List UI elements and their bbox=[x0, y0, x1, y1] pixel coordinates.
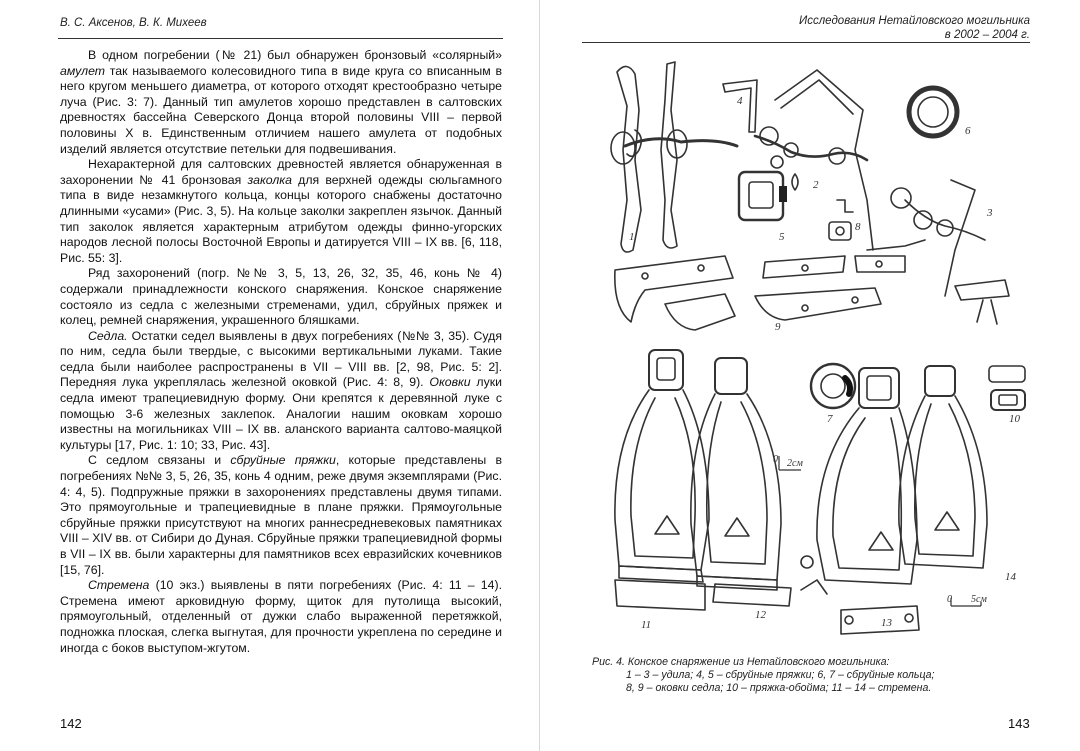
scale-label-0a: 0 bbox=[773, 454, 778, 465]
item-number-12: 12 bbox=[755, 609, 766, 621]
bit-drawing-1 bbox=[611, 62, 737, 252]
mount-drawing-8 bbox=[829, 200, 853, 240]
text-run: для верхней одежды сюльгамного типа в виде незамкнутого кольца, концы которого снабжены достаточно длинными «усами» (Рис. 3, 5). На кольце заколки закреплен язычок. Данный тип заколок является характерным атрибутом одежды финно-угорских народов лесной полосы Восточной Европы и датируется VIII – IX вв. [6, 118, Рис. 55: 3]. bbox=[60, 172, 502, 265]
left-page bbox=[0, 0, 539, 751]
page-number: 143 bbox=[1008, 716, 1030, 731]
scale-label-2cm: 2см bbox=[787, 458, 803, 469]
stirrup-drawing-11 bbox=[615, 350, 709, 582]
figure-caption bbox=[592, 656, 1032, 696]
saddle-fitting-drawing-9 bbox=[615, 256, 1009, 330]
item-number-3: 3 bbox=[987, 207, 993, 219]
item-number-14: 14 bbox=[1005, 571, 1016, 583]
figure-drawing bbox=[605, 50, 1037, 642]
stirrup-drawing-12 bbox=[691, 358, 781, 590]
header-rule bbox=[582, 42, 1030, 43]
text-run: В одном погребении (№ 21) был обнаружен бронзовый «солярный» bbox=[88, 48, 502, 62]
running-head-authors: В. С. Аксенов, В. К. Михеев bbox=[60, 17, 207, 29]
italic-term: Оковки bbox=[429, 375, 471, 390]
text-run: (10 экз.) выявлены в пяти погребениях (Рис. 4: 11 – 14). Стремена имеют арковидную форму, щиток для путолища высокий, прямоугольный, отделенный от дужки слабо выраженной перетяжкой, подножка плоская, слегка выгнутая, для прочности укреплена по середине и иногда с боков выступом-жгутом. bbox=[60, 578, 502, 655]
caption-line-2: 1 – 3 – удила; 4, 5 – сбруйные пряжки; 6, 7 – сбруйные кольца; bbox=[626, 669, 935, 682]
caption-line-3: 8, 9 – оковки седла; 10 – пряжка-обойма; 11 – 14 – стремена. bbox=[626, 682, 932, 695]
item-number-2: 2 bbox=[813, 179, 819, 191]
item-number-4: 4 bbox=[737, 95, 743, 107]
item-number-7: 7 bbox=[827, 413, 833, 425]
text-run: так называемого колесовидного типа в виде круга со вписанным в него кругом меньшего диаметра, от которого отходят крестообразно четыре луча (Рис. 3: 7). Данный тип амулетов хорошо представлен в салтовских древностях бассейна Северского Донца второй половины VIII – первой половины X в. Единственным отличием нашего амулета от подобных изделий является отсутствие петельки для подвешивания. bbox=[60, 63, 502, 156]
body-paragraph bbox=[60, 578, 502, 656]
item-number-10: 10 bbox=[1009, 413, 1020, 425]
ring-drawing-6 bbox=[909, 88, 957, 136]
italic-term: заколка bbox=[247, 172, 292, 187]
right-page bbox=[540, 0, 1080, 751]
body-paragraph bbox=[60, 157, 502, 266]
article-body bbox=[60, 48, 502, 656]
bit-drawing-3 bbox=[867, 180, 985, 296]
running-head-title-line1: Исследования Нетайловского могильника bbox=[798, 15, 1030, 27]
scale-label-0b: 0 bbox=[947, 594, 952, 605]
running-head-title bbox=[799, 14, 1030, 42]
italic-term: Стремена bbox=[88, 578, 150, 593]
body-paragraph bbox=[60, 329, 502, 454]
text-run: Нехарактерной для салтовских древностей является обнаруженная в захоронении № 41 бронзовая bbox=[60, 157, 502, 187]
buckle-drawing-10 bbox=[989, 366, 1025, 410]
item-number-5: 5 bbox=[779, 231, 785, 243]
italic-term: Седла. bbox=[88, 328, 128, 343]
text-run: Ряд захоронений (погр. №№ 3, 5, 13, 26, 32, 35, 46, конь № 4) содержали принадлежности конского снаряжения. Конское снаряжение состояло из седла с железными стременами, удил, сбруйных пряжек и колец, ремней снаряжения, украшенного бляшками. bbox=[60, 266, 502, 328]
item-number-13: 13 bbox=[881, 617, 892, 629]
text-run: луки седла имеют трапециевидную форму. Они крепятся к деревянной луке с помощью 3-6 железных заклепок. Аналогии нашим оковкам хорошо известны на могильниках VIII – IX вв. аланского варианта салтово-маяцкой культуры [17, Рис. 1: 10; 33, Рис. 43]. bbox=[60, 375, 502, 452]
item-number-8: 8 bbox=[855, 221, 861, 233]
item-number-9: 9 bbox=[775, 321, 781, 333]
italic-term: сбруйные пряжки bbox=[230, 453, 336, 468]
item-number-6: 6 bbox=[965, 125, 971, 137]
header-rule bbox=[58, 38, 503, 39]
figure-plate-horse-equipment bbox=[605, 50, 1037, 642]
italic-term: амулет bbox=[60, 63, 106, 78]
text-run: Остатки седел выявлены в двух погребениях (№№ 3, 35). Судя по ним, седла были твердые, с высокими вертикальными луками. Такие седла были наиболее распространены в VII – VIII вв. [2, 98, Рис. 5: 2]. Передняя лука укреплялась железной оковкой (Рис. 4: 8, 9). bbox=[60, 328, 502, 390]
scale-bars bbox=[779, 456, 981, 606]
body-paragraph bbox=[60, 266, 502, 328]
buckle-drawing-5 bbox=[739, 172, 783, 220]
item-number-11: 11 bbox=[641, 619, 652, 631]
caption-line-1: Рис. 4. Конское снаряжение из Нетайловского могильника: bbox=[592, 656, 890, 668]
text-run: , которые представлены в погребениях №№ 3, 5, 26, 35, конь 4 одним, реже двумя экземплярами (Рис. 4: 4, 5). Подпружные пряжки в захоронениях представлены двумя типами. Это прямоугольные и трапециевидные в плане пряжки. Прямоугольные сбруйные пряжки присутствуют на многих раннесредневековых памятниках VIII – XIV вв. от Сибири до Дуная. Сбруйные пряжки трапециевидной формы в VII – IX вв. были характерны для памятников всех евразийских кочевников [15, 76]. bbox=[60, 453, 502, 577]
item-number-1: 1 bbox=[629, 231, 635, 243]
text-run: С седлом связаны и bbox=[88, 453, 231, 468]
page-number: 142 bbox=[60, 716, 82, 731]
running-head-title-line2: в 2002 – 2004 г. bbox=[944, 29, 1030, 41]
body-paragraph bbox=[60, 453, 502, 578]
scale-label-5cm: 5см bbox=[971, 594, 987, 605]
body-paragraph bbox=[60, 48, 502, 157]
